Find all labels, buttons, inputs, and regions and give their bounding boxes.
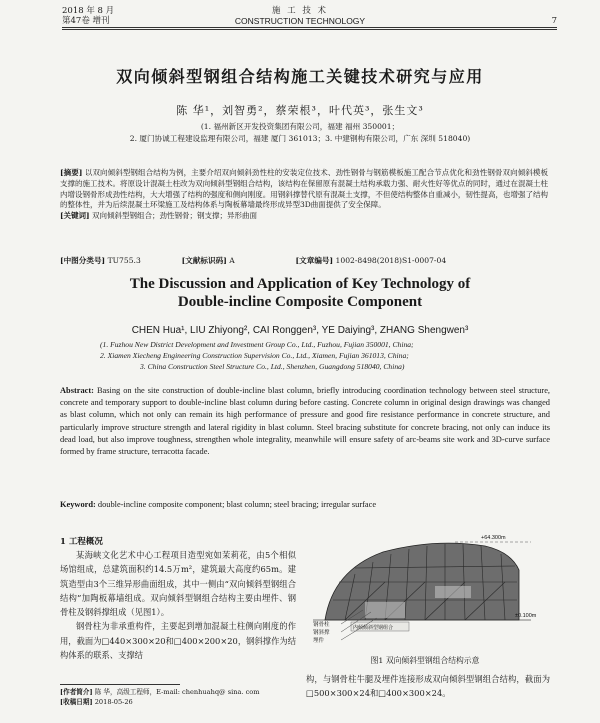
- footnote-rule: [60, 684, 180, 685]
- section-1-title: 1 工程概况: [60, 537, 103, 547]
- title-en-line1: The Discussion and Application of Key Technology of: [129, 276, 471, 292]
- abstract-en: [60, 385, 550, 458]
- abstract-en-label: Abstract:: [60, 386, 94, 395]
- keywords-cn-text: 双向倾斜型钢组合；劲性钢骨；钢支撑；异形曲面: [92, 211, 257, 221]
- header-rule: [62, 27, 557, 28]
- footnote-date-label: [收稿日期]: [60, 698, 93, 706]
- label-embed: 埋件: [313, 638, 325, 644]
- doc-value: A: [229, 256, 235, 265]
- header-volume: 第47卷 增刊: [62, 16, 110, 26]
- keywords-en-label: Keyword:: [60, 500, 96, 509]
- footnote-date: [60, 698, 133, 707]
- keywords-en-text: double-incline composite component; blast column; steel bracing; irregular surface: [97, 500, 377, 509]
- header-journal-cn: 施 工 技 术: [271, 6, 329, 16]
- article-label: [文章编号]: [295, 256, 334, 265]
- abstract-cn: [60, 168, 548, 222]
- figure-1-diagram: [305, 530, 549, 648]
- figure-1-caption: 图1 双向倾斜型钢组合结构示意: [370, 656, 480, 665]
- keywords-cn-label: [关键词]: [60, 211, 90, 221]
- footnote-author-label: [作者简介]: [60, 688, 93, 696]
- classification-row: [60, 255, 446, 266]
- affiliation-en-2: 2. Xiamen Xiecheng Engineering Construction Supervision Co., Ltd., Xiamen, Fujian 361013, China;: [100, 351, 409, 360]
- abstract-cn-text: 以双向倾斜型钢组合结构为例，主要介绍双向倾斜劲性柱的安装定位技术、劲性钢骨与钢筋模板施工配合节点优化和劲性钢骨双向倾斜模板支撑的施工技术。将原设计混凝土柱改为双向倾斜型钢组合结构，该结构在保留原有混凝土结构承载力强、耐火性好等优点的同时，通过在混凝土柱内增设钢骨形成劲性结构，大大增强了结构的强度和侧向刚度。用钢斜撑替代原有混凝土支撑，不但使结构整体自重减小，韧性提高，也增强了结构的整体性，并为后续混凝土环梁施工及结构体系与陶板幕墙最终形成异型3D曲面提供了安全保障。: [60, 168, 548, 210]
- body-paragraph-2: 钢骨柱为非承重构件，主要起到增加混凝土柱侧向刚度的作用，截面为□440×300×20和□400×200×20，钢斜撑作为结构体系的联系、支撑结: [60, 621, 296, 661]
- affiliation-cn-1: (1. 福州新区开发投资集团有限公司，福建 福州 350001；: [200, 122, 400, 131]
- panel-light-2: [435, 586, 471, 598]
- clc-label: [中图分类号]: [60, 256, 106, 265]
- header-journal-en: CONSTRUCTION TECHNOLOGY: [234, 16, 366, 26]
- title-cn: 双向倾斜型钢组合结构施工关键技术研究与应用: [116, 67, 484, 86]
- article-value: 1002-8498(2018)S1-0007-04: [335, 256, 447, 265]
- clc-value: TU755.3: [107, 256, 141, 265]
- footnote-date-text: 2018-05-26: [94, 698, 133, 706]
- authors-cn: 陈 华¹，刘智勇²，蔡荣根³，叶代英³，张生文³: [176, 104, 424, 117]
- label-steel-brace: 钢斜撑: [313, 630, 330, 636]
- keywords-en: [60, 500, 550, 509]
- affiliation-en-3: 3. China Construction Steel Structure Co., Ltd., Shenzhen, Guangdong 518040, China): [140, 362, 405, 371]
- label-steel-column: 钢骨柱: [313, 622, 330, 628]
- panel-light: [365, 602, 405, 618]
- header-rule-2: [62, 29, 557, 30]
- page-number: 7: [551, 16, 557, 26]
- label-beam: 内倾倾斜型钢组合: [353, 625, 394, 631]
- affiliation-en-1: (1. Fuzhou New District Development and Investment Group Co., Ltd., Fuzhou, Fujian 350001, China;: [100, 340, 414, 349]
- abstract-cn-label: [摘要]: [60, 168, 83, 177]
- doc-label: [文献标识码]: [181, 256, 227, 265]
- authors-en: CHEN Hua¹, LIU Zhiyong², CAI Ronggen³, YE Daiying³, ZHANG Shengwen³: [131, 325, 469, 336]
- body-paragraph-1: 某海峡文化艺术中心工程项目造型宛如茉莉花，由5个相似场馆组成，总建筑面积约14.5万m²，建筑最大高度约65m。建筑造型由3个三维异形曲面组成，其中一侧由“双向倾斜型钢组合结构”加陶板幕墙组成。双向倾斜型钢组合结构主要由埋件、钢骨柱及钢斜撑组成（见图1）。: [60, 550, 296, 618]
- body-right-column: 构，与钢骨柱牛腿及埋件连接形成双向倾斜型钢组合结构，截面为□500×300×24和□400×300×24。: [306, 674, 550, 699]
- affiliation-cn-2: 2. 厦门协诚工程建设监理有限公司，福建 厦门 361013；3. 中建钢构有限公司，广东 深圳 518040): [129, 134, 471, 143]
- elev-bottom-label: ±0.100m: [515, 613, 537, 619]
- footnote-author-text: 陈 华，高级工程师，E-mail: chenhuahq@ sina. com: [94, 688, 260, 696]
- title-en-line2: Double-incline Composite Component: [177, 294, 423, 310]
- elev-top-label: +64.300m: [481, 535, 506, 541]
- body-left-column: [60, 548, 296, 662]
- abstract-en-text: Basing on the site construction of double-incline blast column, briefly introducing coordination technology between steel structure, concrete and temporary support to double-incline blast column during before casting. Concrete column in original design drawings was changed as blast column, which not only can remain its high performance of pressure and good fire resistance performance in concrete structure, and particularly improve structure strength and lateral rigidity in blast column. Steel bracing substitute for concrete bracing, not only can induce its dead load, but also improve toughness, strengthen whole integrality, meanwhile will ensure safety of arc-beams site work and 3D-curve surface formed by frame structure, terracotta facade.: [60, 386, 551, 457]
- header-date: 2018 年 8 月: [62, 6, 115, 16]
- footnote-author: [60, 688, 260, 697]
